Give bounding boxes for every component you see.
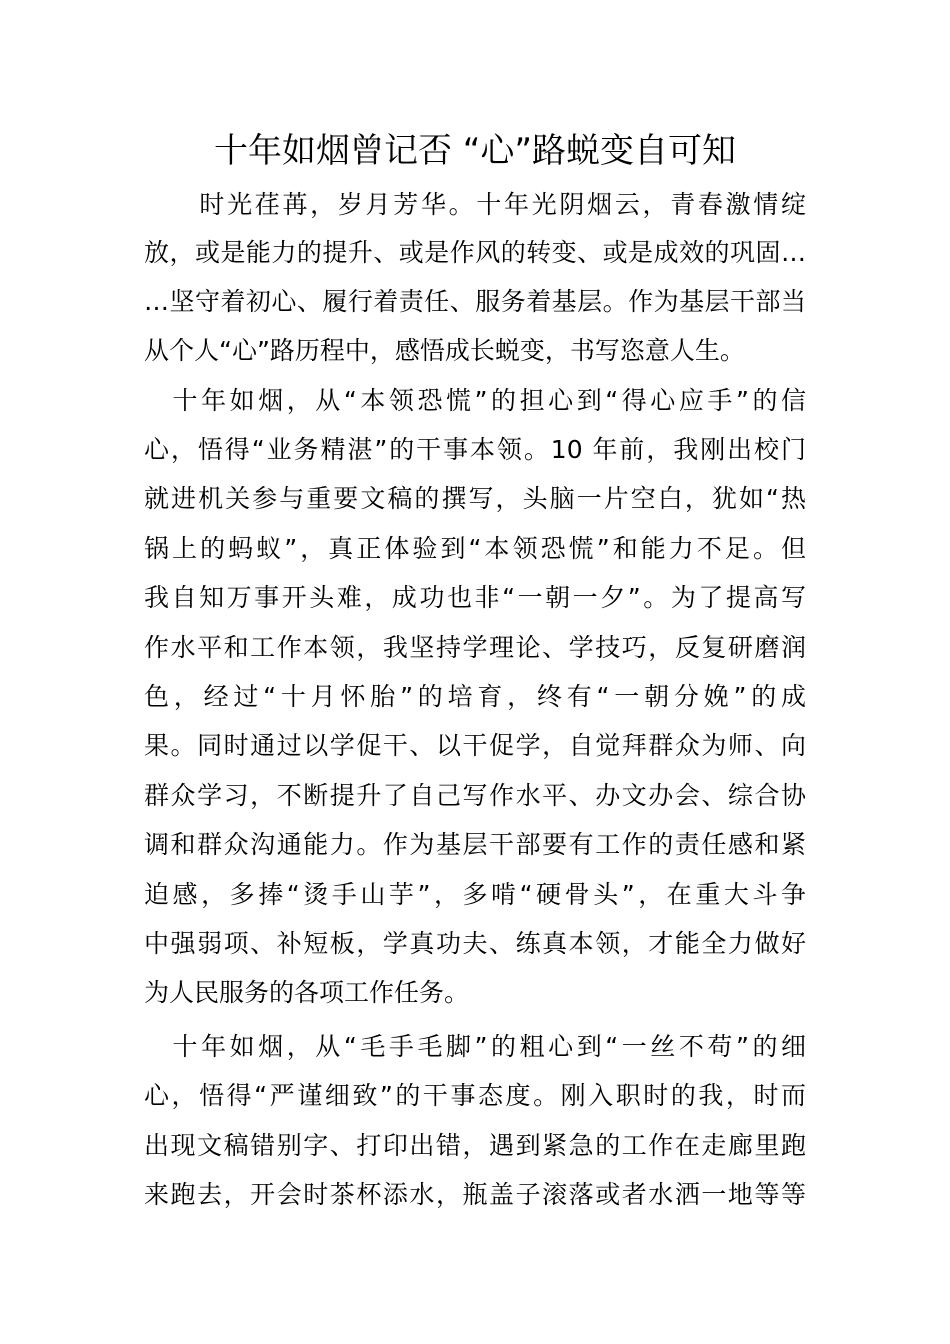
paragraph-line: 果。同时通过以学促干、以干促学，自觉拜群众为师、向 xyxy=(144,731,806,760)
paragraph-line: 放，或是能力的提升、或是作风的转变、或是成效的巩固… xyxy=(144,238,806,267)
paragraph-line: 迫感，多捧“烫手山芋”，多啃“硬骨头”，在重大斗争 xyxy=(144,880,806,909)
paragraph-line: 心，悟得“业务精湛”的干事本领。10 年前，我刚出校门 xyxy=(144,435,806,464)
paragraph-line: 为人民服务的各项工作任务。 xyxy=(144,978,470,1007)
paragraph-line: 群众学习，不断提升了自己写作水平、办文办会、综合协 xyxy=(144,781,806,810)
paragraph-line: 来跑去，开会时茶杯添水，瓶盖子滚落或者水洒一地等等 xyxy=(144,1180,806,1209)
paragraph-line: 十年如烟，从“本领恐慌”的担心到“得心应手”的信 xyxy=(144,386,806,415)
paragraph-line: 中强弱项、补短板，学真功夫、练真本领，才能全力做好 xyxy=(144,929,806,958)
paragraph-line: 锅上的蚂蚁”，真正体验到“本领恐慌”和能力不足。但 xyxy=(144,534,806,563)
paragraph-line: 从个人“心”路历程中，感悟成长蜕变，书写恣意人生。 xyxy=(144,336,745,365)
paragraph-line: 就进机关参与重要文稿的撰写，头脑一片空白，犹如“热 xyxy=(144,484,806,513)
paragraph-line: 调和群众沟通能力。作为基层干部要有工作的责任感和紧 xyxy=(144,830,806,859)
paragraph-line: 出现文稿错别字、打印出错，遇到紧急的工作在走廊里跑 xyxy=(144,1131,806,1160)
paragraph-line: 我自知万事开头难，成功也非“一朝一夕”。为了提高写 xyxy=(144,583,806,612)
paragraph-line: 心，悟得“严谨细致”的干事态度。刚入职时的我，时而 xyxy=(144,1081,806,1110)
document-title: 十年如烟曾记否 “心”路蜕变自可知 xyxy=(213,131,737,171)
paragraph-line: 时光荏苒，岁月芳华。十年光阴烟云，青春激情绽 xyxy=(144,190,806,219)
paragraph-line: 十年如烟，从“毛手毛脚”的粗心到“一丝不苟”的细 xyxy=(144,1032,806,1061)
paragraph-line: …坚守着初心、履行着责任、服务着基层。作为基层干部当 xyxy=(144,287,806,316)
paragraph-line: 色，经过“十月怀胎”的培育，终有“一朝分娩”的成 xyxy=(144,682,806,711)
paragraph-line: 作水平和工作本领，我坚持学理论、学技巧，反复研磨润 xyxy=(144,633,806,662)
